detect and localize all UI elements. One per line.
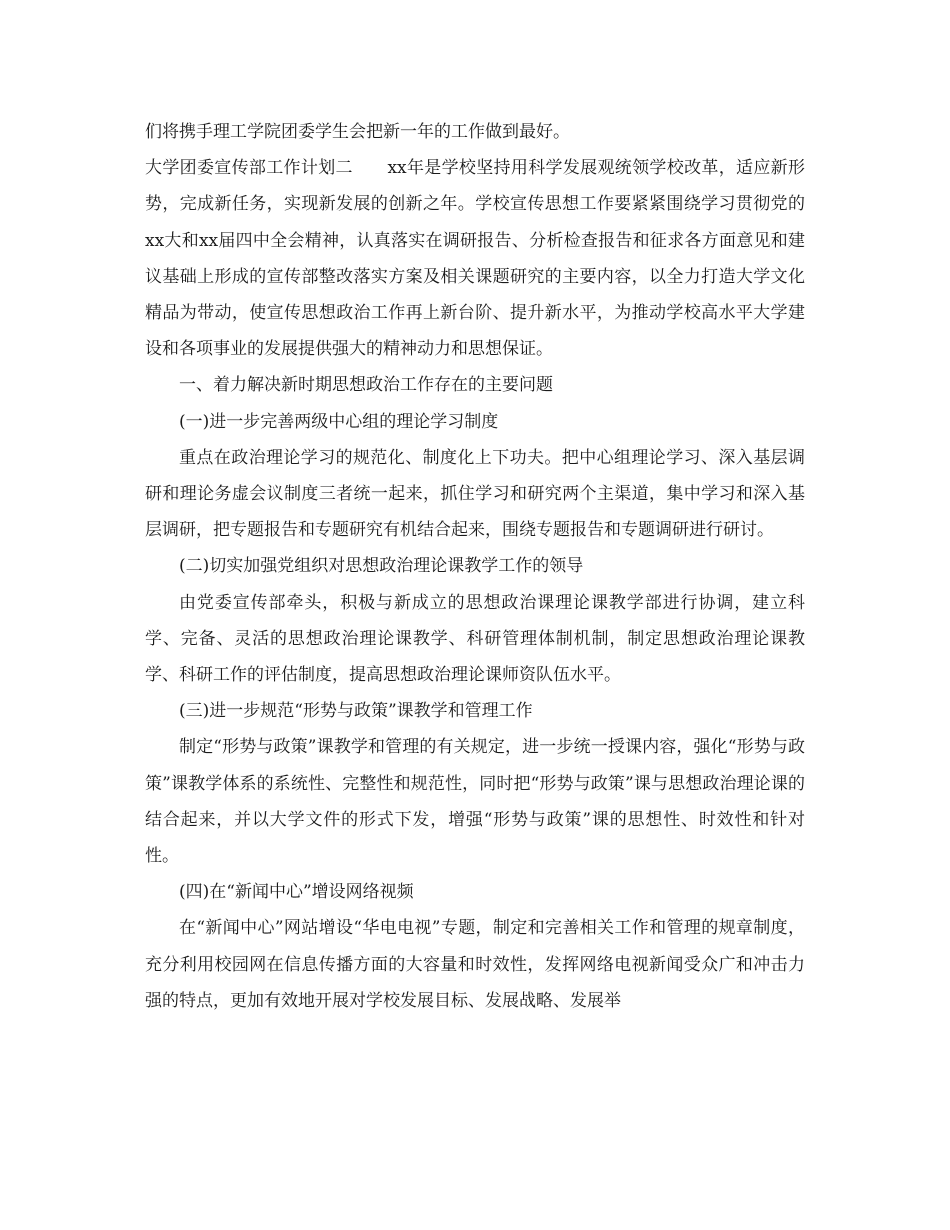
section-heading-1: 一、着力解决新时期思想政治工作存在的主要问题 — [179, 375, 553, 396]
paragraph-plan-intro: 大学团委宣传部工作计划二 xx年是学校坚持用科学发展观统领学校改革，适应新形势，完成新任务，实现新发展的创新之年。学校宣传思想工作要紧紧围绕学习贯彻党的xx大和xx届四中全会精神，认真落实在调研报告、分析检查报告和征求各方面意见和建议基础上形成的宣传部整改落实方案及相关课题研究的主要内容，以全力打造大学文化精品为带动，使宣传思想政治工作再上新台阶、提升新水平，为推动学校高水平大学建设和各项事业的发展提供强大的精神动力和思想保证。 — [145, 158, 805, 360]
subsection-heading-1: (一)进一步完善两级中心组的理论学习制度 — [179, 411, 499, 432]
paragraph-body-3: 制定“形势与政策”课教学和管理的有关规定，进一步统一授课内容，强化“形势与政策”课教学体系的系统性、完整性和规范性，同时把“形势与政策”课与思想政治理论课的结合起来，并以大学文件的形式下发，增强“形势与政策”课的思想性、时效性和针对性。 — [145, 737, 805, 867]
paragraph-body-1: 重点在政治理论学习的规范化、制度化上下功夫。把中心组理论学习、深入基层调研和理论务虚会议制度三者统一起来，抓住学习和研究两个主渠道，集中学习和深入基层调研，把专题报告和专题研究有机结合起来，围绕专题报告和专题调研进行研讨。 — [145, 447, 805, 541]
document-page — [145, 114, 805, 1019]
subsection-heading-3: (三)进一步规范“形势与政策”课教学和管理工作 — [179, 701, 533, 722]
subsection-heading-4: (四)在“新闻中心”增设网络视频 — [179, 882, 414, 903]
paragraph-continuation: 们将携手理工学院团委学生会把新一年的工作做到最好。 — [145, 122, 570, 142]
subsection-heading-2: (二)切实加强党组织对思想政治理论课教学工作的领导 — [179, 556, 584, 577]
paragraph-body-2: 由党委宣传部牵头，积极与新成立的思想政治课理论课教学部进行协调，建立科学、完备、灵活的思想政治理论课教学、科研管理体制机制，制定思想政治理论课教学、科研工作的评估制度，提高思想政治理论课师资队伍水平。 — [145, 592, 805, 686]
paragraph-body-4: 在“新闻中心”网站增设“华电电视”专题，制定和完善相关工作和管理的规章制度，充分利用校园网在信息传播方面的大容量和时效性，发挥网络电视新闻受众广和冲击力强的特点，更加有效地开展对学校发展目标、发展战略、发展举 — [145, 918, 805, 1011]
